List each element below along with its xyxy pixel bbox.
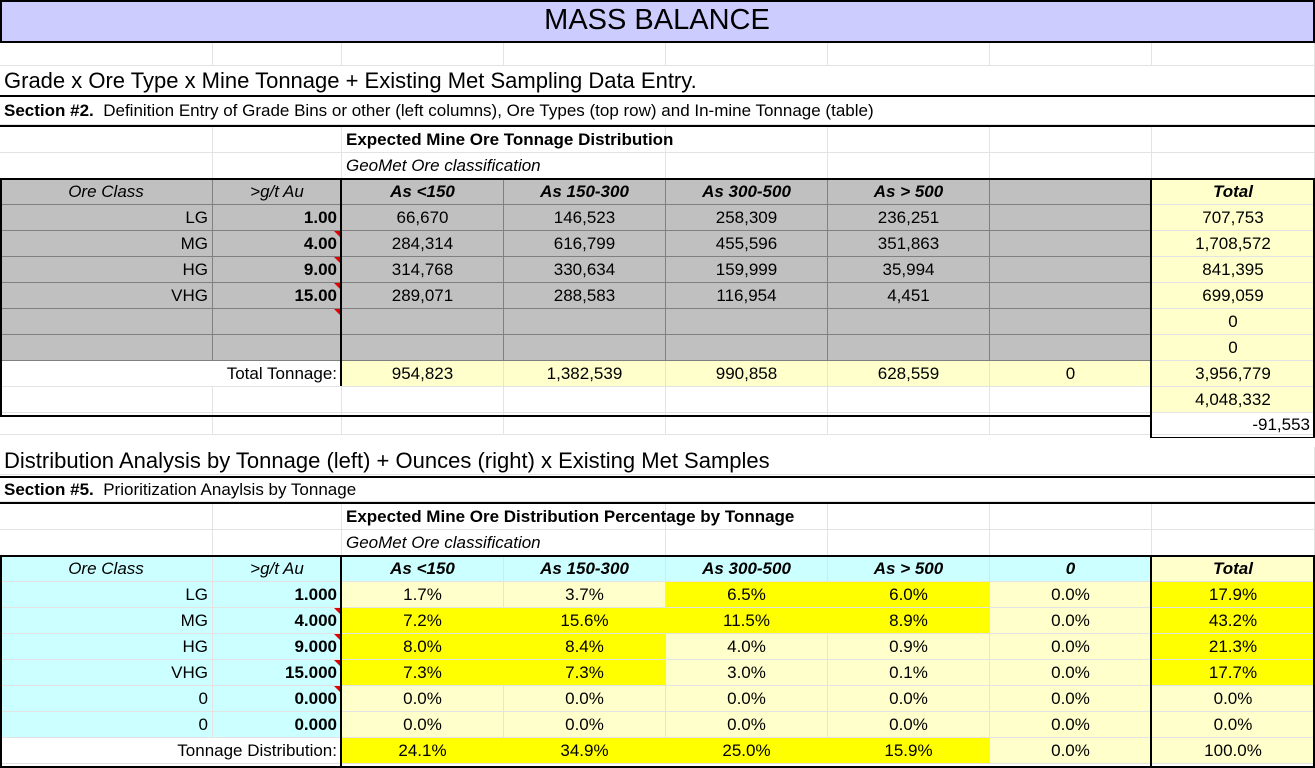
- tonnage-cell[interactable]: 4,451: [828, 283, 990, 309]
- header-as-300-500: As 300-500: [666, 179, 828, 205]
- tonnage-cell[interactable]: [666, 309, 828, 335]
- cell-border: [0, 555, 2, 768]
- table-title: Expected Mine Ore Distribution Percentage by Tonnage: [342, 504, 1152, 530]
- cell-border: [0, 178, 1315, 180]
- percent-cell[interactable]: 0.0%: [828, 686, 990, 712]
- empty-cell[interactable]: [342, 43, 504, 66]
- tonnage-cell[interactable]: [990, 231, 1152, 257]
- ore-class-cell[interactable]: MG: [0, 608, 213, 634]
- empty-cell[interactable]: [1152, 127, 1315, 153]
- tonnage-cell[interactable]: 616,799: [504, 231, 666, 257]
- percent-cell[interactable]: 6.0%: [828, 582, 990, 608]
- empty-cell[interactable]: [1152, 530, 1315, 556]
- grand-total-cell[interactable]: 100.0%: [1152, 738, 1315, 764]
- classification-label: GeoMet Ore classification: [342, 153, 990, 179]
- row-total-cell[interactable]: 0: [1152, 309, 1315, 335]
- tonnage-cell[interactable]: 146,523: [504, 205, 666, 231]
- cell-border: [0, 0, 2, 42]
- empty-cell[interactable]: [504, 43, 666, 66]
- percent-cell[interactable]: 0.0%: [828, 712, 990, 738]
- percent-cell[interactable]: 8.9%: [828, 608, 990, 634]
- total-tonnage-label: Total Tonnage:: [0, 361, 342, 387]
- header-as-gt-500: As > 500: [828, 556, 990, 582]
- tonnage-cell[interactable]: 159,999: [666, 257, 828, 283]
- grade-cell[interactable]: 9.00: [213, 257, 342, 283]
- empty-cell[interactable]: [213, 530, 342, 556]
- tonnage-cell[interactable]: 116,954: [666, 283, 828, 309]
- tonnage-cell[interactable]: 35,994: [828, 257, 990, 283]
- header-ore-class: Ore Class: [0, 556, 213, 582]
- row-total-cell[interactable]: 841,395: [1152, 257, 1315, 283]
- column-total-cell[interactable]: 0.0%: [990, 738, 1152, 764]
- empty-cell[interactable]: [1152, 153, 1315, 179]
- percent-cell[interactable]: 3.7%: [504, 582, 666, 608]
- ore-class-cell[interactable]: VHG: [0, 660, 213, 686]
- cell-border: [340, 555, 342, 768]
- tonnage-cell[interactable]: [990, 309, 1152, 335]
- empty-cell[interactable]: [990, 387, 1152, 413]
- ore-class-cell[interactable]: HG: [0, 257, 213, 283]
- percent-cell[interactable]: 0.0%: [666, 686, 828, 712]
- percent-cell[interactable]: 8.0%: [342, 634, 504, 660]
- grade-cell[interactable]: 0.000: [213, 712, 342, 738]
- row-total-cell[interactable]: 1,708,572: [1152, 231, 1315, 257]
- header-ore-class: Ore Class: [0, 179, 213, 205]
- tonnage-cell[interactable]: 455,596: [666, 231, 828, 257]
- percent-cell[interactable]: 0.0%: [342, 712, 504, 738]
- percent-cell[interactable]: 0.0%: [990, 582, 1152, 608]
- row-total-cell[interactable]: 0: [1152, 335, 1315, 361]
- empty-cell[interactable]: [828, 387, 990, 413]
- grade-cell[interactable]: 9.000: [213, 634, 342, 660]
- percent-cell[interactable]: 0.0%: [342, 686, 504, 712]
- percent-cell[interactable]: 0.0%: [504, 686, 666, 712]
- percent-cell[interactable]: 0.0%: [990, 686, 1152, 712]
- header-as-150-300: As 150-300: [504, 179, 666, 205]
- empty-cell[interactable]: [0, 387, 213, 413]
- cell-border: [1150, 555, 1152, 768]
- cell-border: [0, 415, 1152, 417]
- column-total-cell[interactable]: 25.0%: [666, 738, 828, 764]
- tonnage-cell[interactable]: [990, 283, 1152, 309]
- section-number: Section #2.: [4, 101, 94, 120]
- tonnage-cell[interactable]: [342, 309, 504, 335]
- column-total-cell[interactable]: 24.1%: [342, 738, 504, 764]
- percent-cell[interactable]: 7.3%: [504, 660, 666, 686]
- tonnage-cell[interactable]: [990, 257, 1152, 283]
- percent-cell[interactable]: 0.0%: [990, 634, 1152, 660]
- column-total-cell[interactable]: 1,382,539: [504, 361, 666, 387]
- section-number: Section #5.: [4, 480, 94, 499]
- percent-cell[interactable]: 0.0%: [990, 608, 1152, 634]
- grade-cell[interactable]: [213, 309, 342, 335]
- tonnage-cell[interactable]: [828, 309, 990, 335]
- percent-cell[interactable]: 0.0%: [990, 712, 1152, 738]
- row-total-cell[interactable]: 21.3%: [1152, 634, 1315, 660]
- row-total-cell[interactable]: 699,059: [1152, 283, 1315, 309]
- ore-class-cell[interactable]: [0, 309, 213, 335]
- tonnage-cell[interactable]: [828, 335, 990, 361]
- empty-cell[interactable]: [0, 504, 213, 530]
- column-total-cell[interactable]: 954,823: [342, 361, 504, 387]
- cell-border: [0, 178, 2, 416]
- ore-class-cell[interactable]: LG: [0, 205, 213, 231]
- header-grade: >g/t Au: [213, 556, 342, 582]
- column-total-cell[interactable]: 34.9%: [504, 738, 666, 764]
- header-as-lt-150: As <150: [342, 556, 504, 582]
- percent-cell[interactable]: 6.5%: [666, 582, 828, 608]
- tonnage-cell[interactable]: 66,670: [342, 205, 504, 231]
- grade-cell[interactable]: [213, 335, 342, 361]
- cell-border: [1150, 178, 1152, 438]
- cell-border: [0, 0, 1315, 2]
- section-description: Prioritization Anaylsis by Tonnage: [103, 480, 357, 499]
- percent-cell[interactable]: 1.7%: [342, 582, 504, 608]
- empty-cell[interactable]: [666, 387, 828, 413]
- row-total-cell[interactable]: 0.0%: [1152, 686, 1315, 712]
- empty-cell[interactable]: [213, 43, 342, 66]
- grade-cell[interactable]: 0.000: [213, 686, 342, 712]
- ore-class-cell[interactable]: 0: [0, 712, 213, 738]
- percent-cell[interactable]: 0.0%: [990, 660, 1152, 686]
- column-total-cell[interactable]: 990,858: [666, 361, 828, 387]
- empty-cell[interactable]: [666, 43, 828, 66]
- grade-cell[interactable]: 15.000: [213, 660, 342, 686]
- tonnage-cell[interactable]: [504, 309, 666, 335]
- percent-cell[interactable]: 15.6%: [504, 608, 666, 634]
- cell-border: [1152, 437, 1315, 438]
- empty-cell[interactable]: [504, 387, 666, 413]
- tonnage-cell[interactable]: 236,251: [828, 205, 990, 231]
- percent-cell[interactable]: 8.4%: [504, 634, 666, 660]
- column-total-cell[interactable]: 628,559: [828, 361, 990, 387]
- tonnage-cell[interactable]: [990, 205, 1152, 231]
- percent-cell[interactable]: 0.0%: [666, 712, 828, 738]
- empty-cell[interactable]: [0, 153, 213, 179]
- empty-cell[interactable]: [990, 153, 1152, 179]
- row-total-cell[interactable]: 43.2%: [1152, 608, 1315, 634]
- tonnage-cell[interactable]: [342, 335, 504, 361]
- ore-class-cell[interactable]: VHG: [0, 283, 213, 309]
- tonnage-cell[interactable]: [990, 335, 1152, 361]
- classification-label: GeoMet Ore classification: [342, 530, 990, 556]
- header-as-300-500: As 300-500: [666, 556, 828, 582]
- percent-cell[interactable]: 7.2%: [342, 608, 504, 634]
- row-total-cell[interactable]: 17.7%: [1152, 660, 1315, 686]
- header-as-150-300: As 150-300: [504, 556, 666, 582]
- row-total-cell[interactable]: 707,753: [1152, 205, 1315, 231]
- header-blank: 0: [990, 556, 1152, 582]
- ore-class-cell[interactable]: MG: [0, 231, 213, 257]
- empty-cell[interactable]: [0, 530, 213, 556]
- tonnage-cell[interactable]: 289,071: [342, 283, 504, 309]
- empty-cell[interactable]: [0, 43, 213, 66]
- percent-cell[interactable]: 0.9%: [828, 634, 990, 660]
- grade-cell[interactable]: 4.00: [213, 231, 342, 257]
- percent-cell[interactable]: 4.0%: [666, 634, 828, 660]
- tonnage-cell[interactable]: 314,768: [342, 257, 504, 283]
- grade-cell[interactable]: 1.00: [213, 205, 342, 231]
- row-total-cell[interactable]: 17.9%: [1152, 582, 1315, 608]
- empty-cell[interactable]: [990, 530, 1152, 556]
- header-blank: [990, 179, 1152, 205]
- ore-class-cell[interactable]: HG: [0, 634, 213, 660]
- tonnage-cell[interactable]: [504, 335, 666, 361]
- empty-cell[interactable]: [0, 127, 213, 153]
- sheet-title: MASS BALANCE: [0, 0, 1315, 42]
- check-total-cell[interactable]: 4,048,332: [1152, 387, 1315, 413]
- empty-cell[interactable]: [213, 127, 342, 153]
- empty-cell[interactable]: [828, 43, 990, 66]
- tonnage-cell[interactable]: 284,314: [342, 231, 504, 257]
- grade-cell[interactable]: 1.000: [213, 582, 342, 608]
- tonnage-distribution-label: Tonnage Distribution:: [0, 738, 342, 764]
- cell-border: [0, 555, 1315, 557]
- percent-cell[interactable]: 11.5%: [666, 608, 828, 634]
- section-label-row: [0, 478, 1315, 502]
- tonnage-cell[interactable]: 258,309: [666, 205, 828, 231]
- header-as-lt-150: As <150: [342, 179, 504, 205]
- empty-cell[interactable]: [1152, 43, 1315, 66]
- percent-cell[interactable]: 0.1%: [828, 660, 990, 686]
- header-grade: >g/t Au: [213, 179, 342, 205]
- table-title: Expected Mine Ore Tonnage Distribution: [342, 127, 990, 153]
- section-label-row: [0, 97, 1315, 125]
- ore-class-cell[interactable]: [0, 335, 213, 361]
- grand-total-cell[interactable]: 3,956,779: [1152, 361, 1315, 387]
- column-total-cell[interactable]: 0: [990, 361, 1152, 387]
- column-total-cell[interactable]: 15.9%: [828, 738, 990, 764]
- section-heading[interactable]: Distribution Analysis by Tonnage (left) + Ounces (right) x Existing Met Samples: [0, 447, 1315, 475]
- cell-border: [340, 178, 342, 386]
- grade-cell[interactable]: 4.000: [213, 608, 342, 634]
- empty-cell[interactable]: [1152, 504, 1315, 530]
- difference-cell[interactable]: -91,553: [1152, 413, 1315, 435]
- tonnage-cell[interactable]: 330,634: [504, 257, 666, 283]
- empty-cell[interactable]: [213, 387, 342, 413]
- section-heading[interactable]: Grade x Ore Type x Mine Tonnage + Existing Met Sampling Data Entry.: [0, 66, 1315, 96]
- tonnage-cell[interactable]: 351,863: [828, 231, 990, 257]
- empty-cell[interactable]: [213, 153, 342, 179]
- empty-cell[interactable]: [213, 504, 342, 530]
- row-total-cell[interactable]: 0.0%: [1152, 712, 1315, 738]
- empty-cell[interactable]: [990, 43, 1152, 66]
- percent-cell[interactable]: 0.0%: [504, 712, 666, 738]
- empty-cell[interactable]: [990, 127, 1152, 153]
- section-description: Definition Entry of Grade Bins or other (left columns), Ore Types (top row) and In-mine Tonnage (table): [103, 101, 874, 120]
- ore-class-cell[interactable]: 0: [0, 686, 213, 712]
- header-total: Total: [1152, 556, 1315, 582]
- grade-cell[interactable]: 15.00: [213, 283, 342, 309]
- tonnage-cell[interactable]: [666, 335, 828, 361]
- empty-cell[interactable]: [342, 387, 504, 413]
- percent-cell[interactable]: 3.0%: [666, 660, 828, 686]
- header-as-gt-500: As > 500: [828, 179, 990, 205]
- ore-class-cell[interactable]: LG: [0, 582, 213, 608]
- percent-cell[interactable]: 7.3%: [342, 660, 504, 686]
- tonnage-cell[interactable]: 288,583: [504, 283, 666, 309]
- header-total: Total: [1152, 179, 1315, 205]
